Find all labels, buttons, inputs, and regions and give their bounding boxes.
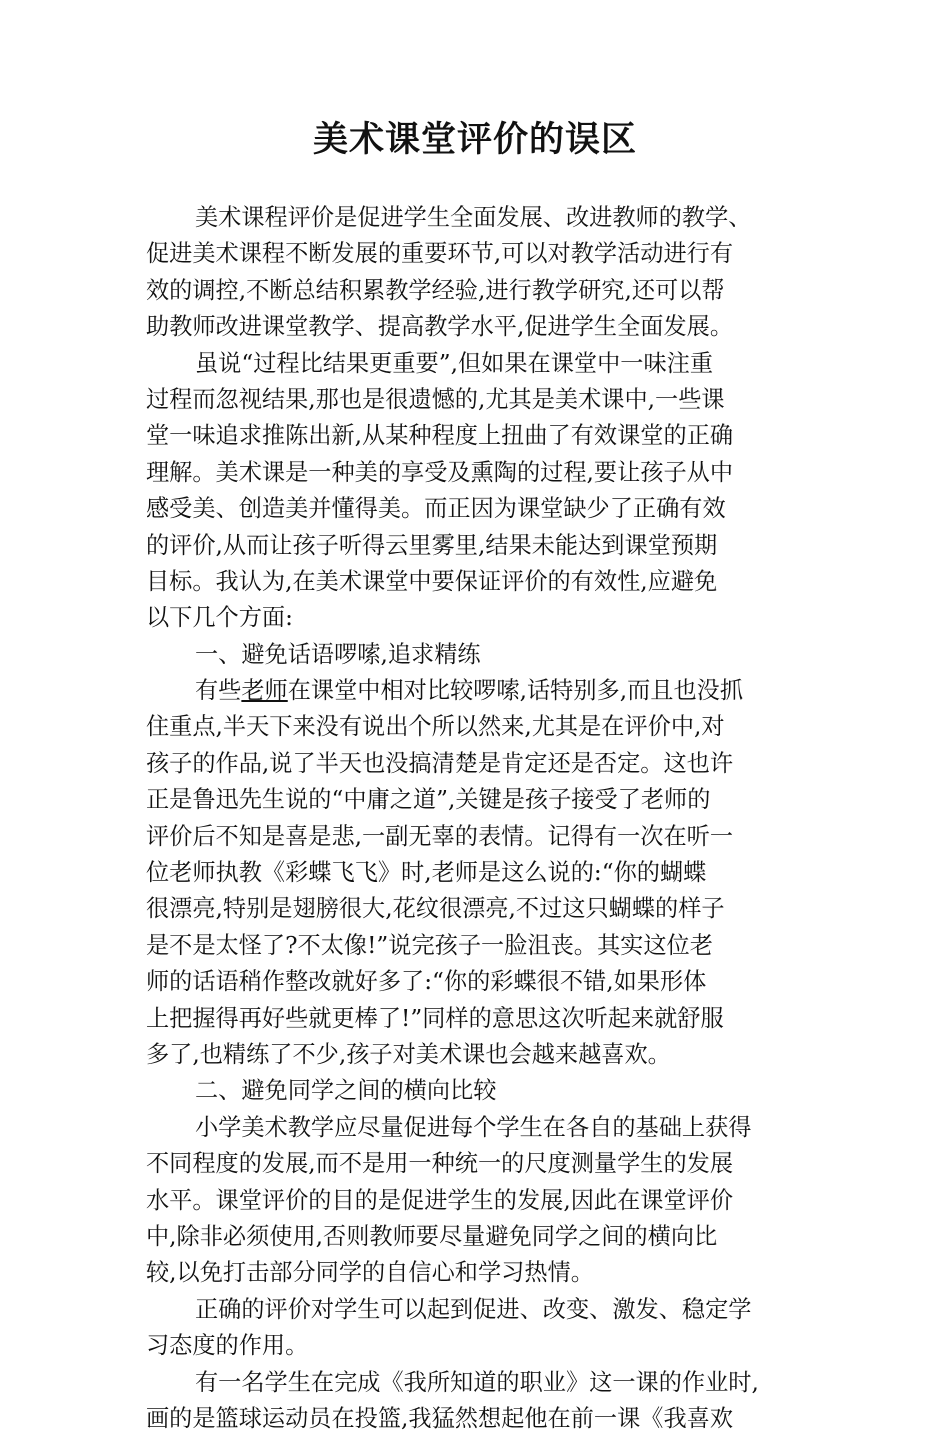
text-line: 堂一味追求推陈出新,从某种程度上扭曲了有效课堂的正确 bbox=[146, 422, 734, 450]
text-line: 目标。我认为,在美术课堂中要保证评价的有效性,应避免 bbox=[146, 567, 718, 595]
document-body bbox=[146, 200, 811, 1437]
text-line: 过程而忽视结果,那也是很遗憾的,尤其是美术课中,一些课 bbox=[146, 385, 725, 413]
text-line: 较,以免打击部分同学的自信心和学习热情。 bbox=[146, 1259, 594, 1287]
section-heading: 二、避免同学之间的横向比较 bbox=[195, 1077, 497, 1105]
text-line: 很漂亮,特别是翅膀很大,花纹很漂亮,不过这只蝴蝶的样子 bbox=[146, 895, 725, 923]
text-line: 小学美术教学应尽量促进每个学生在各自的基础上获得 bbox=[195, 1113, 752, 1141]
text-line: 师的话语稍作整改就好多了:“你的彩蝶很不错,如果形体 bbox=[146, 968, 707, 996]
text-line: 画的是篮球运动员在投篮,我猛然想起他在前一课《我喜欢 bbox=[146, 1404, 734, 1432]
text-line: 水平。课堂评价的目的是促进学生的发展,因此在课堂评价 bbox=[146, 1186, 734, 1214]
text-line: 助教师改进课堂教学、提高教学水平,促进学生全面发展。 bbox=[146, 313, 734, 341]
text-line: 评价后不知是喜是悲,一副无辜的表情。记得有一次在听一 bbox=[146, 822, 734, 850]
text-line: 正是鲁迅先生说的“中庸之道”,关键是孩子接受了老师的 bbox=[146, 786, 711, 814]
text-line: 是不是太怪了?不太像!”说完孩子一脸沮丧。其实这位老 bbox=[146, 931, 713, 959]
text-line: 感受美、创造美并懂得美。而正因为课堂缺少了正确有效 bbox=[146, 495, 726, 523]
text-line: 的评价,从而让孩子听得云里雾里,结果未能达到课堂预期 bbox=[146, 531, 718, 559]
text-line: 虽说“过程比结果更重要”,但如果在课堂中一味注重 bbox=[195, 349, 714, 377]
text-line: 住重点,半天下来没有说出个所以然来,尤其是在评价中,对 bbox=[146, 713, 725, 741]
text-line: 多了,也精练了不少,孩子对美术课也会越来越喜欢。 bbox=[146, 1040, 671, 1068]
text-line: 正确的评价对学生可以起到促进、改变、激发、稳定学 bbox=[195, 1295, 752, 1323]
text-line: 理解。美术课是一种美的享受及熏陶的过程,要让孩子从中 bbox=[146, 458, 734, 486]
text-line: 不同程度的发展,而不是用一种统一的尺度测量学生的发展 bbox=[146, 1150, 734, 1178]
section-heading: 一、避免话语啰嗦,追求精练 bbox=[195, 640, 481, 668]
text-segment: 在课堂中相对比较啰嗦,话特别多,而且也没抓 bbox=[287, 677, 744, 705]
underlined-word: 老师 bbox=[241, 677, 288, 705]
text-line: 习态度的作用。 bbox=[146, 1332, 309, 1360]
text-line: 孩子的作品,说了半天也没搞清楚是肯定还是否定。这也许 bbox=[146, 749, 734, 777]
text-line: 促进美术课程不断发展的重要环节,可以对教学活动进行有 bbox=[146, 240, 734, 268]
document-title: 美术课堂评价的误区 bbox=[312, 119, 637, 160]
text-line: 位老师执教《彩蝶飞飞》时,老师是这么说的:“你的蝴蝶 bbox=[146, 859, 707, 887]
text-line: 美术课程评价是促进学生全面发展、改进教师的教学、 bbox=[195, 204, 752, 231]
text-line: 有一名学生在完成《我所知道的职业》这一课的作业时, bbox=[195, 1368, 759, 1396]
text-line: 效的调控,不断总结积累教学经验,进行教学研究,还可以帮 bbox=[146, 276, 725, 304]
text-line: 中,除非必须使用,否则教师要尽量避免同学之间的横向比 bbox=[146, 1222, 718, 1250]
text-line bbox=[146, 673, 811, 709]
text-segment: 有些 bbox=[195, 677, 242, 705]
text-line: 以下几个方面: bbox=[146, 604, 293, 632]
text-line: 上把握得再好些就更棒了!”同样的意思这次听起来就舒服 bbox=[146, 1004, 724, 1032]
